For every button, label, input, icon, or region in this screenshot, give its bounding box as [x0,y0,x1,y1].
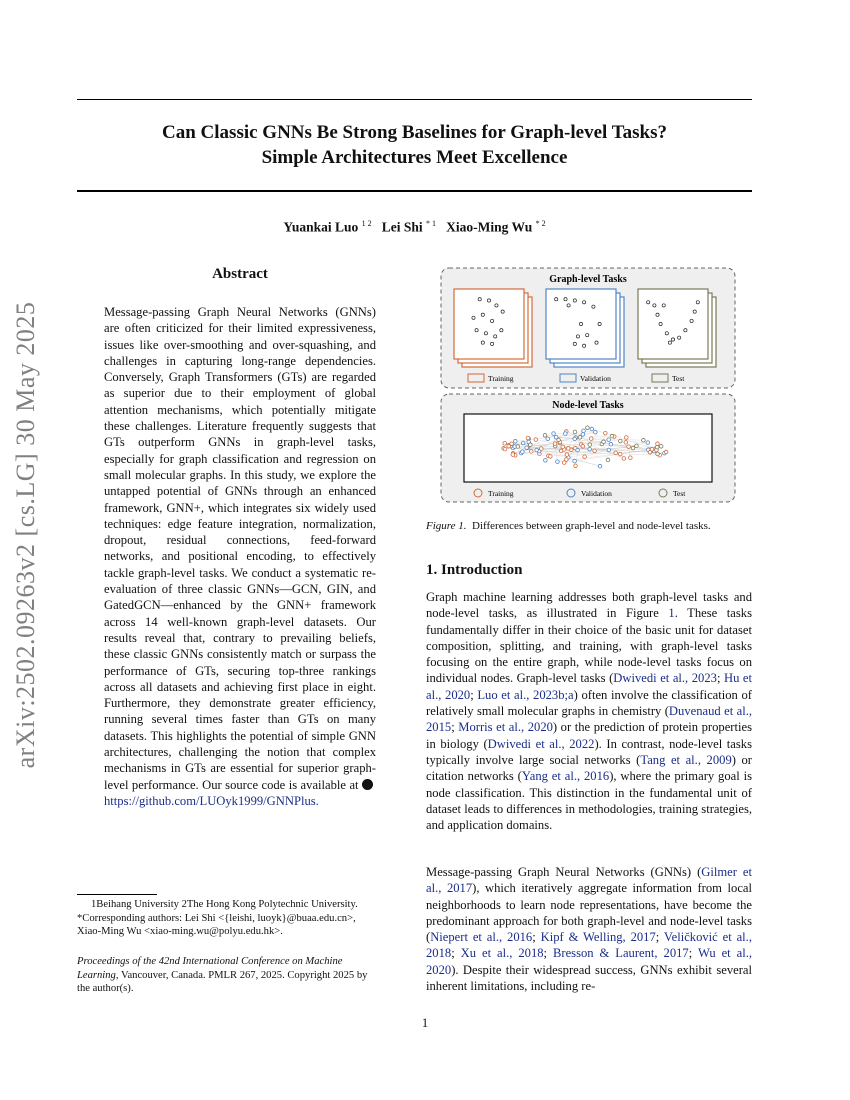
graph-level-title: Graph-level Tasks [549,274,627,285]
caption-text: Differences between graph-level and node-level tasks. [472,520,711,532]
graph-node [625,436,629,440]
paragraph-text: Message-passing Graph Neural Networks (GNNs) ( [426,865,702,879]
paragraph-text: ) or the prediction of protein properties in biology ( [426,720,752,751]
graph-node [656,452,660,456]
graph-node [602,440,606,444]
paragraph-text: ), which iteratively aggregate information from local neighborhoods to learn node representations, have become the predominant approach for both graph-level and node-level tasks ( [426,881,752,945]
top-rule [77,99,752,100]
graph-node [526,436,530,440]
graph-node [631,446,635,450]
citation[interactable]: Morris et al., 2020 [458,720,553,735]
graph-node [525,446,529,450]
github-icon [362,779,373,790]
graph-node [511,453,515,457]
page-number: 1 [421,1016,429,1030]
graph-node [539,447,543,451]
graph-node [582,429,586,433]
legend-training-label: Training [488,374,514,383]
graph-node [557,438,561,442]
paragraph-text: ). Despite their widespread success, GNNs exhibit several inherent limitations, including re- [426,962,752,994]
graph-node [529,450,533,454]
graph-node [543,433,547,437]
graph-node [659,444,663,448]
graph-node [549,455,553,459]
paragraph-text: Graph machine learning addresses both graph-level tasks and node-level tasks, as illustrated in Figure [426,590,752,621]
node-level-title: Node-level Tasks [552,400,624,411]
citation[interactable]: Bresson & Laurent, 2017 [553,946,689,961]
graph-node [553,442,557,446]
graph-node [581,444,585,448]
graph-node [607,448,611,452]
graph-node [646,441,650,445]
citation[interactable]: Dwivedi et al., 2022 [487,736,595,751]
graph-node [514,439,518,443]
title-bottom-rule [77,190,752,192]
graph-node [534,438,538,442]
graph-node [606,458,610,462]
stack-validation [546,289,624,367]
author-3-affil: * 2 [535,219,546,228]
graph-node [564,432,568,436]
paragraph-text: ), where the primary goal is node classification. This distinction in the fundamental unit of dataset leads to differences in methodologies, training strategies, and application domains. [426,769,753,833]
graph-stacks [454,289,716,367]
node-legend-test-label: Test [673,489,686,498]
author-3-name: Xiao-Ming Wu [446,219,533,235]
graph-node [561,445,565,449]
paragraph-text: ; [451,720,459,735]
introduction-heading: 1. Introduction [426,562,523,578]
graph-node [650,447,654,451]
paragraph-text: ). In contrast, node-level tasks typically involve large social networks ( [426,736,752,767]
graph-node [618,452,622,456]
stack-test [638,289,716,367]
abstract-text: Message-passing Graph Neural Networks (GNNs) are often criticized for their limited expressiveness, issues like over-smoothing and over-squashing, and challenges in capturing long-range dependencies. Conversely, Graph Transformers (GTs) are regarded as superior due to their employment of global attention mechanisms, which potentially mitigate these challenges. Literature frequently suggests that GTs outperform GNNs in graph-level tasks, especially for graph classification and regression on small molecular graphs. In this study, we explore the untapped potential of GNNs through an enhanced framework, GNN+, which integrates six widely used techniques: edge feature integration, normalization, dropout, residual connections, feed-forward networks, and positional encoding, to effectively tackle graph-level tasks. We conduct a systematic re-evaluation of three classic GNNs—GCN, GIN, and GatedGCN—enhanced by the GNN+ framework across 14 well-known graph-level datasets. Our results reveal that, contrary to prevailing beliefs, these classic GNNs consistently match or surpass the performance of GTs, securing top-three rankings across all datasets and achieving first place in eight. Furthermore, they demonstrate greater efficiency, running several times faster than GTs on many datasets. This highlights the potential of simple GNN architectures, challenging the notion that complex mechanisms in GTs are essential for superior graph-level performance. Our source code is available at [104,305,376,792]
graph-node [622,457,626,461]
source-code-link[interactable]: https://github.com/LUOyk1999/GNNPlus. [104,793,319,808]
citation[interactable]: Duvenaud et al., 2015 [426,704,752,735]
graph-node [567,447,571,451]
graph-node [578,435,582,439]
graph-node [588,443,592,447]
author-1-name: Yuankai Luo [283,219,359,235]
graph-node [562,461,566,465]
citation[interactable]: Veličković et al., 2018 [426,930,752,961]
citation[interactable]: Luo et al., 2023b;a [477,687,574,702]
graph-node [604,431,608,435]
intro-paragraph-2 [426,864,752,994]
arxiv-stamp-text: arXiv:2502.09263v2 [cs.LG] 30 May 2025 [11,301,40,769]
graph-node [573,430,577,434]
paragraph-text: ; [655,930,664,945]
proceedings-details: , Vancouver, Canada. PMLR 267, 2025. Copyright 2025 by the author(s). [77,969,368,994]
node-legend-training-label: Training [488,489,514,498]
author-1-affil: 1 2 [361,219,372,228]
citation[interactable]: Xu et al., 2018 [460,946,544,961]
abstract-heading: Abstract [212,266,268,282]
graph-node [507,444,511,448]
author-list [77,219,752,236]
legend-validation-label: Validation [580,374,611,383]
graph-node [516,445,520,449]
intro-paragraph-1 [426,589,752,833]
paragraph-text: ; [716,671,724,686]
paragraph-text: ) or citation networks ( [426,752,753,784]
graph-node [503,442,507,446]
graph-node [586,426,590,430]
graph-node [635,444,639,448]
graph-node [590,427,594,431]
graph-node [629,456,633,460]
graph-node [503,447,507,451]
paragraph-text: ; [451,946,461,961]
author-2-affil: * 1 [426,219,437,228]
graph-node [664,450,668,454]
graph-node [610,434,614,438]
graph-node [573,459,577,463]
graph-node [588,447,592,451]
graph-node [573,437,577,441]
proceedings-note [77,955,375,996]
citation[interactable]: Tang et al., 2009 [640,752,732,767]
graph-node [556,460,560,464]
caption-label: Figure 1. [426,520,467,532]
footnote-rule [77,894,157,895]
paragraph-text: ; [543,946,553,961]
graph-card [638,289,708,359]
graph-node [565,453,569,457]
graph-node [598,464,602,468]
citation[interactable]: Gilmer et al., 2017 [426,865,752,896]
graph-node [642,438,646,442]
graph-node [521,450,525,454]
citation[interactable]: Kipf & Welling, 2017 [540,930,656,945]
stack-training [454,289,532,367]
graph-node [607,438,611,442]
paragraph-text: ; [688,946,698,961]
paragraph-text: ) often involve the classification of relatively small molecular graphs in chemistry ( [426,687,752,719]
graph-node [624,441,628,445]
node-legend-validation-label: Validation [581,489,612,498]
graph-node [544,458,548,462]
graph-card [546,289,616,359]
graph-node [619,439,623,443]
figure-caption [426,520,752,532]
paragraph-text: ; [470,687,478,702]
affiliation-footnote: 1Beihang University 2The Hong Kong Polytechnic University. *Corresponding authors: Lei Shi <{leishi, luoyk}@buaa.edu.cn>, Xiao-Ming Wu <xiao-ming.wu@polyu.edu.hk>. [77,899,358,937]
graph-node [655,445,659,449]
graph-node [609,442,613,446]
graph-node [576,448,580,452]
paper-title [77,120,752,170]
citation[interactable]: Hu et al., 2020 [426,671,753,702]
graph-node [594,430,598,434]
graph-node [552,432,556,436]
graph-node [593,449,597,453]
paragraph-text: . These tasks fundamentally differ in their choice of the basic unit for dataset composition, splitting, and training, with graph-level tasks focusing on the entire graph, while node-level tasks focus on individual nodes. Graph-level tasks ( [426,606,752,686]
citation[interactable]: Dwivedi et al., 2023 [613,671,717,686]
legend-test-label: Test [672,374,685,383]
graph-node [535,448,539,452]
citation[interactable]: Wu et al., 2020 [426,946,753,977]
graph-node [614,451,618,455]
arxiv-stamp [6,300,46,770]
citation[interactable]: Yang et al., 2016 [521,769,610,784]
abstract-body [104,304,376,809]
title-line-2: Simple Architectures Meet Excellence [261,147,568,168]
citation[interactable]: 1 [668,606,675,621]
graph-node [546,437,550,441]
citation[interactable]: Niepert et al., 2016 [430,930,533,945]
footnotes [77,898,375,939]
graph-node [627,445,631,449]
proceedings-venue: Proceedings of the 42nd International Conference on Machine Learning [77,956,343,981]
graph-node [574,464,578,468]
graph-node [589,437,593,441]
graph-card [454,289,524,359]
graph-node [583,455,587,459]
figure-1 [440,267,736,503]
graph-node [521,441,525,445]
paragraph-text: ; [532,930,541,945]
title-line-1: Can Classic GNNs Be Strong Baselines for Graph-level Tasks? [162,122,667,143]
author-2-name: Lei Shi [381,219,423,235]
